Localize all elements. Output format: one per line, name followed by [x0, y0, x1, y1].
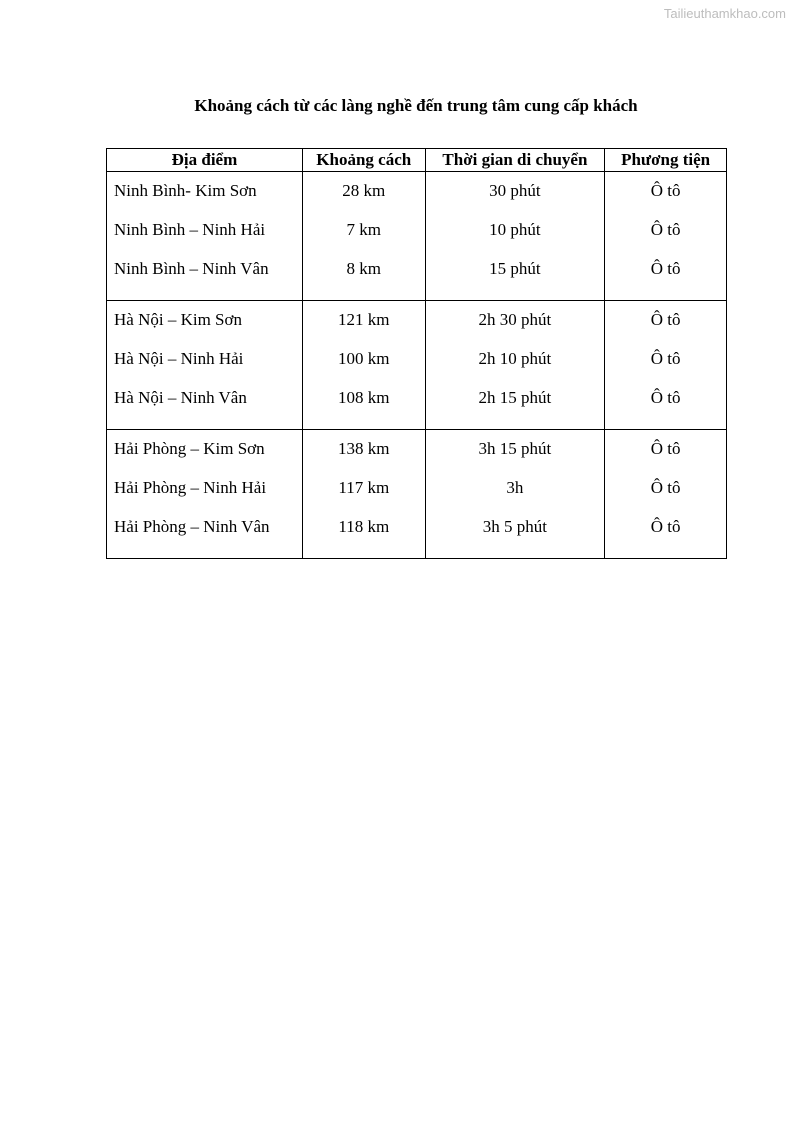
- cell-distance: 8 km: [302, 250, 425, 301]
- cell-distance: 118 km: [302, 508, 425, 559]
- cell-vehicle: Ô tô: [605, 301, 727, 340]
- cell-distance: 108 km: [302, 379, 425, 430]
- document-title: Khoảng cách từ các làng nghề đến trung tâm cung cấp khách: [194, 96, 638, 115]
- table-row: [107, 210, 727, 250]
- cell-vehicle: Ô tô: [605, 508, 727, 559]
- cell-distance: 138 km: [302, 430, 425, 469]
- cell-travel-time: 3h: [425, 468, 605, 508]
- cell-travel-time: 2h 30 phút: [425, 301, 605, 340]
- cell-travel-time: 2h 10 phút: [425, 339, 605, 379]
- table-row: [107, 172, 727, 211]
- table-row: [107, 301, 727, 340]
- cell-location: Hà Nội – Kim Sơn: [107, 301, 303, 340]
- cell-travel-time: 10 phút: [425, 210, 605, 250]
- cell-vehicle: Ô tô: [605, 172, 727, 211]
- table-group: [107, 430, 727, 559]
- table-row: [107, 508, 727, 559]
- table-group: [107, 301, 727, 430]
- cell-location: Hải Phòng – Kim Sơn: [107, 430, 303, 469]
- cell-location: Ninh Bình – Ninh Vân: [107, 250, 303, 301]
- cell-vehicle: Ô tô: [605, 379, 727, 430]
- cell-travel-time: 15 phút: [425, 250, 605, 301]
- cell-travel-time: 3h 5 phút: [425, 508, 605, 559]
- cell-travel-time: 3h 15 phút: [425, 430, 605, 469]
- cell-vehicle: Ô tô: [605, 250, 727, 301]
- cell-location: Hải Phòng – Ninh Hải: [107, 468, 303, 508]
- header-location: Địa điểm: [107, 149, 303, 172]
- cell-location: Ninh Bình- Kim Sơn: [107, 172, 303, 211]
- table-row: [107, 339, 727, 379]
- cell-location: Ninh Bình – Ninh Hải: [107, 210, 303, 250]
- cell-location: Hải Phòng – Ninh Vân: [107, 508, 303, 559]
- header-distance: Khoảng cách: [302, 149, 425, 172]
- cell-travel-time: 2h 15 phút: [425, 379, 605, 430]
- table-header-row: [107, 149, 727, 172]
- cell-distance: 7 km: [302, 210, 425, 250]
- cell-distance: 121 km: [302, 301, 425, 340]
- header-travel-time: Thời gian di chuyển: [425, 149, 605, 172]
- cell-distance: 117 km: [302, 468, 425, 508]
- header-vehicle: Phương tiện: [605, 149, 727, 172]
- cell-vehicle: Ô tô: [605, 339, 727, 379]
- table-row: [107, 250, 727, 301]
- table-row: [107, 379, 727, 430]
- cell-vehicle: Ô tô: [605, 430, 727, 469]
- distance-table: [106, 148, 727, 559]
- cell-travel-time: 30 phút: [425, 172, 605, 211]
- cell-distance: 100 km: [302, 339, 425, 379]
- table-group: [107, 172, 727, 301]
- cell-vehicle: Ô tô: [605, 210, 727, 250]
- cell-location: Hà Nội – Ninh Vân: [107, 379, 303, 430]
- cell-vehicle: Ô tô: [605, 468, 727, 508]
- table-row: [107, 468, 727, 508]
- table-row: [107, 430, 727, 469]
- watermark: Tailieuthamkhao.com: [663, 6, 786, 21]
- cell-distance: 28 km: [302, 172, 425, 211]
- cell-location: Hà Nội – Ninh Hải: [107, 339, 303, 379]
